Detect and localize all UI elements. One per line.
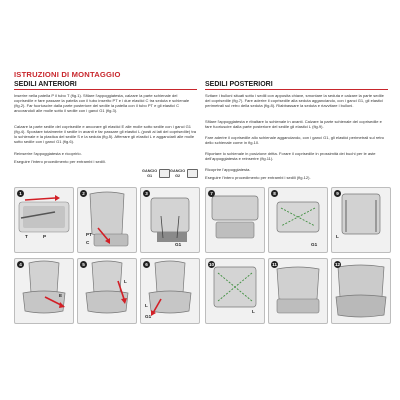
fig-label: G1	[311, 242, 318, 247]
rear-backrest-hooks-illustration	[206, 259, 264, 323]
fig-label: PT	[86, 232, 92, 237]
figure-number: 8	[271, 190, 278, 197]
rear-paragraph-3: Fare aderire il coprisedile allo schienale agganciando, con i ganci G1, gli elastici perimetrali sul retro dello schienale come in fig.10.	[205, 135, 385, 146]
hook-label: GANCIO	[170, 169, 186, 174]
seat-rear-hooks-illustration	[141, 188, 199, 252]
rear-seat-hooks-illustration	[269, 188, 327, 252]
figure-5	[77, 258, 137, 324]
hook-label: GANCIO	[142, 169, 158, 174]
rear-paragraph-5: Ricoprire l'appoggiatesta.	[205, 167, 251, 172]
figure-number: 4	[17, 261, 24, 268]
rear-paragraph-1: Svitare i bulloni situati sotto i sedili con apposita chiave, smontare la seduta e calzare la parte sedile del coprisedile (fig.7). Fare aderire il coprisedile alla seduta agganciando, con i ganci G1, gli elastici perimetrali sul retro della seduta (fig.8). Riabbassare la seduta e riavvitare i bulloni.	[205, 93, 384, 109]
figure-number: 1	[17, 190, 24, 197]
figure-number: 3	[143, 190, 150, 197]
hook-g1-icon	[159, 169, 170, 178]
rear-paragraph-2: Sfilare l'appoggiatesta e ribaltare lo schienale in avanti. Calzare la parte schienale del coprisedile e fare fuoriuscire dalla parte posteriore del sedile gli elastici L (fig.9).	[205, 119, 382, 130]
figure-number: 12	[334, 262, 341, 267]
figure-10	[205, 258, 265, 324]
hook-legend-g1	[142, 169, 170, 178]
rear-backrest-illustration	[332, 188, 390, 252]
seat-side-elastic-illustration	[78, 259, 136, 323]
fig-label: C	[86, 240, 90, 245]
fig-label: T	[25, 234, 28, 239]
hook-g2-icon	[187, 169, 198, 178]
figure-7	[205, 187, 265, 253]
front-paragraph-3: Reinserire l'appoggiatesta e ricoprirlo.	[14, 151, 82, 156]
fig-label: P	[43, 234, 47, 239]
front-paragraph-1: Inserire nella patella P il tubo T (fig.1). Sfilare l'appoggiatesta, calzare la parte schienale del coprisedile e fare passare la patella con il tubo inserito PT e i due elastici C tra seduta e schienale (fig.2). Far fuoriuscire dalla parte posteriore del sedile la patella con il tubo PT e gli elastici C ancorandoli alle molle sotto il sedile con i ganci G1 (fig.3).	[14, 93, 190, 114]
figure-3	[140, 187, 200, 253]
rear-seat-finished-illustration	[332, 259, 390, 323]
seat-cushion-illustration	[15, 259, 73, 323]
figure-1	[14, 187, 74, 253]
rear-seats-rule	[205, 89, 388, 90]
fig-label: G1	[145, 314, 152, 319]
figure-6	[140, 258, 200, 324]
figure-number: 2	[80, 190, 87, 197]
fig-label: G1	[175, 242, 182, 247]
fig-label: L	[124, 279, 127, 284]
figure-number: 9	[334, 190, 341, 197]
front-paragraph-4: Eseguire l'intero procedimento per entrambi i sedili.	[14, 159, 106, 164]
front-seats-rule	[14, 89, 197, 90]
seat-panel-tube-illustration	[15, 188, 73, 252]
figure-number: 7	[208, 190, 215, 197]
hook-code: G1	[147, 173, 153, 178]
rear-paragraph-4: Riportare lo schienale in posizione dritta. Forare il coprisedile in prossimità dei buchi per le aste dell'appoggiatesta e reinserire (fig.11).	[205, 151, 376, 162]
front-paragraph-2: Calzare la parte sedile del coprisedile e ancorare gli elastici E alle molle sotto sedile con i ganci G1 (fig.4). Spostare totalmente il sedile in avanti e far passare gli elastici L (posti ai lati del coprisedile) tra lo schienale e la plastica del sedile S e la seduta (fig.5). Afferrare gli elastici L e agganciarli alle molle sotto sedile con i ganci G1 (fig.6).	[14, 124, 197, 145]
figure-number: 11	[272, 262, 277, 267]
figure-number: 5	[80, 261, 87, 268]
rear-seat-removal-illustration	[206, 188, 264, 252]
figure-11	[268, 258, 328, 324]
rear-seats-heading: SEDILI POSTERIORI	[205, 81, 273, 88]
figure-2	[77, 187, 137, 253]
fig-label: L	[145, 303, 148, 308]
figure-number: 6	[143, 261, 150, 268]
figure-9	[331, 187, 391, 253]
figure-number: 10	[208, 262, 215, 267]
rear-paragraph-6: Eseguire l'intero procedimento per entrambi i sedili (fig.12).	[205, 175, 311, 180]
figure-8	[268, 187, 328, 253]
rear-headrest-illustration	[269, 259, 327, 323]
fig-label: L	[252, 309, 255, 314]
figure-12	[331, 258, 391, 324]
page-title: ISTRUZIONI DI MONTAGGIO	[14, 70, 121, 79]
fig-label: L	[336, 234, 339, 239]
front-seats-heading: SEDILI ANTERIORI	[14, 81, 77, 88]
figure-4	[14, 258, 74, 324]
hook-legend-g2	[170, 169, 198, 178]
fig-label: E	[59, 293, 63, 298]
hook-code: G2	[175, 173, 181, 178]
